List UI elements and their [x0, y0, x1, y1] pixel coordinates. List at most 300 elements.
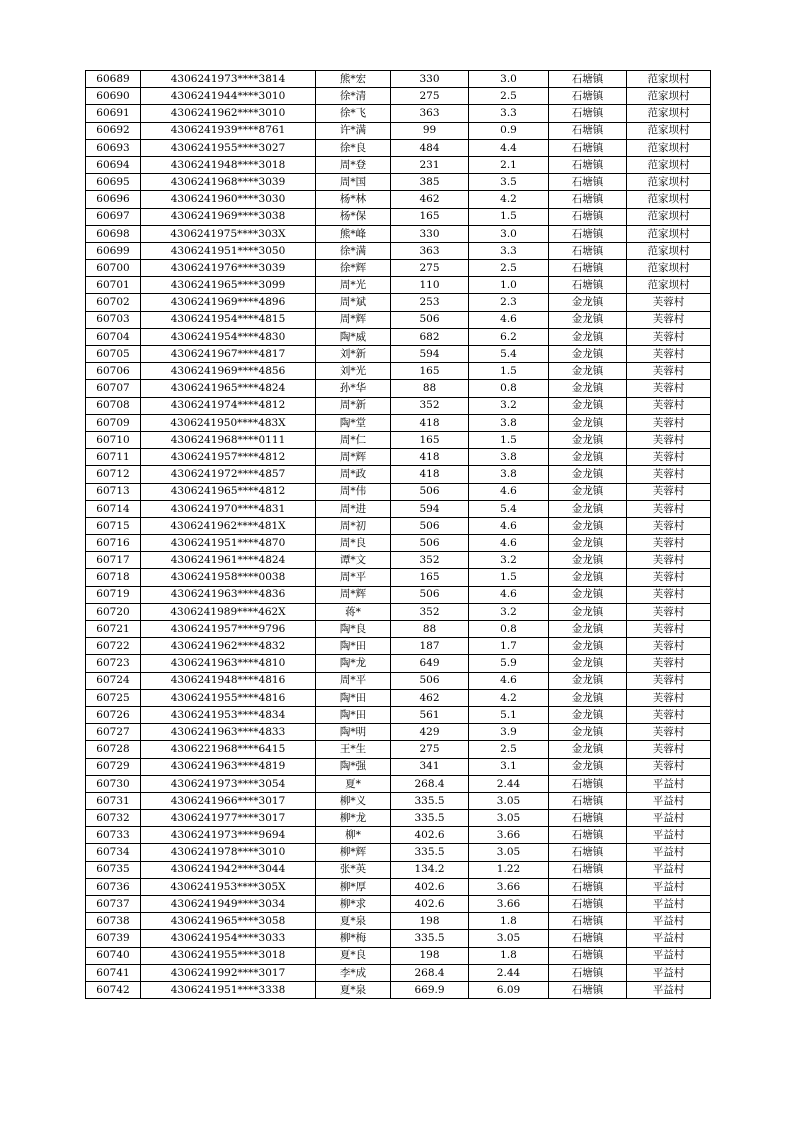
cell-amount: 330: [391, 225, 469, 242]
cell-sequence-number: 60718: [86, 569, 141, 586]
cell-area: 2.5: [469, 741, 549, 758]
cell-masked-id-number: 4306241968****3039: [141, 174, 316, 191]
cell-person-name: 周*平: [316, 672, 391, 689]
cell-person-name: 陶*田: [316, 706, 391, 723]
cell-town: 石塘镇: [549, 896, 627, 913]
cell-village: 芙蓉村: [627, 397, 711, 414]
cell-area: 2.3: [469, 294, 549, 311]
cell-sequence-number: 60713: [86, 483, 141, 500]
cell-sequence-number: 60702: [86, 294, 141, 311]
cell-masked-id-number: 4306241950****483X: [141, 414, 316, 431]
cell-area: 5.4: [469, 500, 549, 517]
cell-amount: 134.2: [391, 861, 469, 878]
cell-town: 金龙镇: [549, 449, 627, 466]
cell-area: 3.66: [469, 896, 549, 913]
cell-masked-id-number: 4306241948****3018: [141, 156, 316, 173]
cell-amount: 352: [391, 603, 469, 620]
cell-masked-id-number: 4306241961****4824: [141, 552, 316, 569]
cell-amount: 363: [391, 242, 469, 259]
cell-amount: 506: [391, 672, 469, 689]
cell-area: 1.8: [469, 913, 549, 930]
cell-area: 4.2: [469, 689, 549, 706]
cell-sequence-number: 60714: [86, 500, 141, 517]
table-row: [86, 810, 711, 827]
cell-masked-id-number: 4306241942****3044: [141, 861, 316, 878]
cell-sequence-number: 60695: [86, 174, 141, 191]
cell-town: 金龙镇: [549, 483, 627, 500]
cell-sequence-number: 60694: [86, 156, 141, 173]
cell-area: 3.2: [469, 603, 549, 620]
cell-person-name: 杨*林: [316, 191, 391, 208]
cell-masked-id-number: 4306241948****4816: [141, 672, 316, 689]
cell-town: 金龙镇: [549, 431, 627, 448]
cell-person-name: 周*光: [316, 277, 391, 294]
cell-sequence-number: 60734: [86, 844, 141, 861]
cell-village: 平益村: [627, 981, 711, 998]
cell-masked-id-number: 4306241939****8761: [141, 122, 316, 139]
cell-sequence-number: 60690: [86, 88, 141, 105]
cell-town: 石塘镇: [549, 878, 627, 895]
cell-village: 芙蓉村: [627, 621, 711, 638]
cell-masked-id-number: 4306241966****3017: [141, 792, 316, 809]
cell-person-name: 周*良: [316, 535, 391, 552]
cell-amount: 506: [391, 483, 469, 500]
cell-person-name: 周*伟: [316, 483, 391, 500]
cell-amount: 198: [391, 913, 469, 930]
cell-person-name: 周*平: [316, 569, 391, 586]
cell-amount: 268.4: [391, 964, 469, 981]
table-row: [86, 294, 711, 311]
cell-amount: 99: [391, 122, 469, 139]
cell-town: 石塘镇: [549, 105, 627, 122]
cell-masked-id-number: 4306241960****3030: [141, 191, 316, 208]
table-row: [86, 174, 711, 191]
table-row: [86, 328, 711, 345]
table-row: [86, 655, 711, 672]
table-row: [86, 260, 711, 277]
table-row: [86, 191, 711, 208]
cell-sequence-number: 60700: [86, 260, 141, 277]
cell-sequence-number: 60708: [86, 397, 141, 414]
cell-village: 芙蓉村: [627, 672, 711, 689]
cell-village: 范家坝村: [627, 208, 711, 225]
cell-area: 3.2: [469, 552, 549, 569]
cell-person-name: 周*新: [316, 397, 391, 414]
cell-masked-id-number: 4306241975****303X: [141, 225, 316, 242]
cell-town: 金龙镇: [549, 380, 627, 397]
table-row: [86, 380, 711, 397]
cell-masked-id-number: 4306241978****3010: [141, 844, 316, 861]
cell-town: 金龙镇: [549, 689, 627, 706]
cell-sequence-number: 60703: [86, 311, 141, 328]
cell-village: 芙蓉村: [627, 758, 711, 775]
cell-village: 芙蓉村: [627, 328, 711, 345]
cell-masked-id-number: 4306241965****3099: [141, 277, 316, 294]
cell-area: 3.8: [469, 449, 549, 466]
cell-person-name: 陶*威: [316, 328, 391, 345]
cell-village: 芙蓉村: [627, 414, 711, 431]
cell-sequence-number: 60724: [86, 672, 141, 689]
cell-masked-id-number: 4306241962****4832: [141, 638, 316, 655]
cell-village: 平益村: [627, 947, 711, 964]
cell-area: 4.2: [469, 191, 549, 208]
cell-sequence-number: 60712: [86, 466, 141, 483]
cell-masked-id-number: 4306241965****4824: [141, 380, 316, 397]
cell-area: 1.8: [469, 947, 549, 964]
cell-town: 石塘镇: [549, 174, 627, 191]
cell-town: 石塘镇: [549, 810, 627, 827]
cell-person-name: 徐*清: [316, 88, 391, 105]
cell-person-name: 柳*龙: [316, 810, 391, 827]
cell-area: 2.5: [469, 260, 549, 277]
cell-village: 范家坝村: [627, 225, 711, 242]
cell-village: 范家坝村: [627, 122, 711, 139]
table-row: [86, 414, 711, 431]
cell-area: 5.1: [469, 706, 549, 723]
table-row: [86, 311, 711, 328]
cell-village: 芙蓉村: [627, 638, 711, 655]
cell-sequence-number: 60693: [86, 139, 141, 156]
cell-sequence-number: 60738: [86, 913, 141, 930]
cell-masked-id-number: 4306241944****3010: [141, 88, 316, 105]
cell-person-name: 周*进: [316, 500, 391, 517]
cell-person-name: 柳*厚: [316, 878, 391, 895]
cell-area: 4.6: [469, 586, 549, 603]
cell-masked-id-number: 4306241953****305X: [141, 878, 316, 895]
cell-amount: 669.9: [391, 981, 469, 998]
cell-masked-id-number: 4306241969****4856: [141, 363, 316, 380]
cell-sequence-number: 60742: [86, 981, 141, 998]
cell-masked-id-number: 4306241949****3034: [141, 896, 316, 913]
cell-person-name: 周*辉: [316, 311, 391, 328]
cell-area: 1.7: [469, 638, 549, 655]
cell-amount: 335.5: [391, 844, 469, 861]
cell-sequence-number: 60707: [86, 380, 141, 397]
cell-town: 石塘镇: [549, 191, 627, 208]
cell-masked-id-number: 4306241951****3338: [141, 981, 316, 998]
cell-masked-id-number: 4306241953****4834: [141, 706, 316, 723]
cell-village: 芙蓉村: [627, 689, 711, 706]
table-row: [86, 122, 711, 139]
cell-amount: 275: [391, 741, 469, 758]
cell-area: 2.5: [469, 88, 549, 105]
cell-village: 范家坝村: [627, 71, 711, 88]
cell-town: 石塘镇: [549, 827, 627, 844]
cell-amount: 335.5: [391, 810, 469, 827]
cell-masked-id-number: 4306241954****4815: [141, 311, 316, 328]
cell-amount: 506: [391, 535, 469, 552]
table-row: [86, 156, 711, 173]
cell-masked-id-number: 4306241955****3018: [141, 947, 316, 964]
cell-masked-id-number: 4306241951****3050: [141, 242, 316, 259]
cell-sequence-number: 60730: [86, 775, 141, 792]
cell-amount: 231: [391, 156, 469, 173]
cell-person-name: 柳*义: [316, 792, 391, 809]
cell-town: 金龙镇: [549, 294, 627, 311]
cell-village: 芙蓉村: [627, 517, 711, 534]
cell-village: 平益村: [627, 861, 711, 878]
cell-person-name: 陶*田: [316, 638, 391, 655]
cell-village: 芙蓉村: [627, 741, 711, 758]
table-row: [86, 930, 711, 947]
cell-person-name: 蒋*: [316, 603, 391, 620]
cell-area: 0.8: [469, 621, 549, 638]
table-row: [86, 896, 711, 913]
cell-amount: 682: [391, 328, 469, 345]
cell-masked-id-number: 4306241973****9694: [141, 827, 316, 844]
cell-amount: 506: [391, 517, 469, 534]
cell-masked-id-number: 4306241965****3058: [141, 913, 316, 930]
cell-area: 1.0: [469, 277, 549, 294]
cell-person-name: 陶*明: [316, 724, 391, 741]
cell-masked-id-number: 4306241992****3017: [141, 964, 316, 981]
table-row: [86, 535, 711, 552]
cell-town: 金龙镇: [549, 758, 627, 775]
cell-amount: 429: [391, 724, 469, 741]
cell-masked-id-number: 4306241969****4896: [141, 294, 316, 311]
table-row: [86, 792, 711, 809]
cell-area: 3.8: [469, 414, 549, 431]
cell-village: 范家坝村: [627, 277, 711, 294]
cell-village: 平益村: [627, 827, 711, 844]
cell-sequence-number: 60709: [86, 414, 141, 431]
cell-town: 金龙镇: [549, 655, 627, 672]
cell-village: 芙蓉村: [627, 655, 711, 672]
cell-town: 金龙镇: [549, 638, 627, 655]
table-row: [86, 466, 711, 483]
cell-town: 石塘镇: [549, 913, 627, 930]
cell-village: 芙蓉村: [627, 586, 711, 603]
cell-person-name: 徐*飞: [316, 105, 391, 122]
cell-village: 芙蓉村: [627, 483, 711, 500]
cell-village: 范家坝村: [627, 174, 711, 191]
cell-masked-id-number: 4306241963****4836: [141, 586, 316, 603]
cell-area: 4.6: [469, 311, 549, 328]
cell-town: 金龙镇: [549, 500, 627, 517]
cell-amount: 165: [391, 569, 469, 586]
cell-town: 石塘镇: [549, 981, 627, 998]
cell-town: 石塘镇: [549, 792, 627, 809]
cell-person-name: 柳*辉: [316, 844, 391, 861]
cell-amount: 165: [391, 208, 469, 225]
cell-sequence-number: 60726: [86, 706, 141, 723]
cell-masked-id-number: 4306241976****3039: [141, 260, 316, 277]
cell-masked-id-number: 4306241957****4812: [141, 449, 316, 466]
table-row: [86, 242, 711, 259]
cell-town: 金龙镇: [549, 397, 627, 414]
cell-person-name: 熊*宏: [316, 71, 391, 88]
table-row: [86, 88, 711, 105]
cell-amount: 165: [391, 363, 469, 380]
cell-person-name: 陶*强: [316, 758, 391, 775]
cell-sequence-number: 60733: [86, 827, 141, 844]
cell-amount: 335.5: [391, 792, 469, 809]
cell-amount: 110: [391, 277, 469, 294]
cell-amount: 462: [391, 689, 469, 706]
cell-area: 1.22: [469, 861, 549, 878]
cell-sequence-number: 60737: [86, 896, 141, 913]
cell-area: 0.9: [469, 122, 549, 139]
cell-amount: 484: [391, 139, 469, 156]
cell-area: 4.6: [469, 483, 549, 500]
cell-sequence-number: 60741: [86, 964, 141, 981]
cell-village: 范家坝村: [627, 260, 711, 277]
cell-person-name: 夏*泉: [316, 981, 391, 998]
cell-village: 范家坝村: [627, 139, 711, 156]
cell-person-name: 徐*良: [316, 139, 391, 156]
cell-area: 3.3: [469, 105, 549, 122]
cell-area: 5.4: [469, 346, 549, 363]
cell-amount: 198: [391, 947, 469, 964]
table-row: [86, 878, 711, 895]
cell-town: 石塘镇: [549, 964, 627, 981]
cell-village: 芙蓉村: [627, 363, 711, 380]
cell-person-name: 周*辉: [316, 449, 391, 466]
cell-village: 平益村: [627, 913, 711, 930]
cell-sequence-number: 60725: [86, 689, 141, 706]
cell-village: 平益村: [627, 896, 711, 913]
cell-masked-id-number: 4306241969****3038: [141, 208, 316, 225]
table-row: [86, 363, 711, 380]
cell-masked-id-number: 4306241954****3033: [141, 930, 316, 947]
table-row: [86, 552, 711, 569]
cell-area: 3.5: [469, 174, 549, 191]
cell-person-name: 柳*: [316, 827, 391, 844]
cell-amount: 335.5: [391, 930, 469, 947]
cell-area: 3.66: [469, 878, 549, 895]
table-row: [86, 71, 711, 88]
cell-masked-id-number: 4306241973****3054: [141, 775, 316, 792]
cell-town: 石塘镇: [549, 156, 627, 173]
cell-masked-id-number: 4306241963****4819: [141, 758, 316, 775]
cell-town: 石塘镇: [549, 775, 627, 792]
cell-masked-id-number: 4306241951****4870: [141, 535, 316, 552]
cell-amount: 363: [391, 105, 469, 122]
cell-village: 范家坝村: [627, 242, 711, 259]
cell-person-name: 陶*堂: [316, 414, 391, 431]
cell-area: 6.2: [469, 328, 549, 345]
cell-town: 金龙镇: [549, 414, 627, 431]
cell-town: 石塘镇: [549, 139, 627, 156]
table-row: [86, 981, 711, 998]
cell-sequence-number: 60736: [86, 878, 141, 895]
cell-area: 4.4: [469, 139, 549, 156]
cell-masked-id-number: 4306241970****4831: [141, 500, 316, 517]
cell-person-name: 张*英: [316, 861, 391, 878]
cell-amount: 88: [391, 621, 469, 638]
cell-area: 3.0: [469, 225, 549, 242]
table-row: [86, 569, 711, 586]
cell-area: 3.05: [469, 844, 549, 861]
cell-person-name: 夏*: [316, 775, 391, 792]
cell-area: 3.05: [469, 792, 549, 809]
cell-town: 金龙镇: [549, 741, 627, 758]
cell-town: 金龙镇: [549, 621, 627, 638]
cell-sequence-number: 60697: [86, 208, 141, 225]
cell-area: 3.8: [469, 466, 549, 483]
cell-sequence-number: 60692: [86, 122, 141, 139]
cell-village: 范家坝村: [627, 105, 711, 122]
cell-amount: 402.6: [391, 896, 469, 913]
cell-amount: 352: [391, 552, 469, 569]
cell-sequence-number: 60720: [86, 603, 141, 620]
table-row: [86, 397, 711, 414]
cell-masked-id-number: 4306241963****4810: [141, 655, 316, 672]
cell-sequence-number: 60716: [86, 535, 141, 552]
cell-town: 金龙镇: [549, 517, 627, 534]
table-row: [86, 913, 711, 930]
cell-amount: 352: [391, 397, 469, 414]
cell-area: 3.05: [469, 930, 549, 947]
cell-person-name: 夏*泉: [316, 913, 391, 930]
table-row: [86, 861, 711, 878]
cell-person-name: 周*政: [316, 466, 391, 483]
cell-sequence-number: 60728: [86, 741, 141, 758]
cell-amount: 253: [391, 294, 469, 311]
cell-amount: 561: [391, 706, 469, 723]
cell-village: 芙蓉村: [627, 311, 711, 328]
subsidy-table: [85, 70, 711, 999]
table-row: [86, 277, 711, 294]
cell-masked-id-number: 4306241955****3027: [141, 139, 316, 156]
cell-person-name: 柳*求: [316, 896, 391, 913]
cell-village: 范家坝村: [627, 88, 711, 105]
cell-person-name: 许*满: [316, 122, 391, 139]
cell-town: 金龙镇: [549, 706, 627, 723]
cell-town: 石塘镇: [549, 88, 627, 105]
cell-area: 3.1: [469, 758, 549, 775]
cell-masked-id-number: 4306221968****6415: [141, 741, 316, 758]
cell-village: 范家坝村: [627, 191, 711, 208]
cell-town: 石塘镇: [549, 71, 627, 88]
cell-sequence-number: 60723: [86, 655, 141, 672]
table-row: [86, 741, 711, 758]
table-row: [86, 449, 711, 466]
table-row: [86, 947, 711, 964]
cell-area: 5.9: [469, 655, 549, 672]
cell-amount: 506: [391, 311, 469, 328]
cell-area: 2.1: [469, 156, 549, 173]
cell-town: 金龙镇: [549, 328, 627, 345]
table-row: [86, 431, 711, 448]
cell-town: 石塘镇: [549, 861, 627, 878]
cell-village: 芙蓉村: [627, 535, 711, 552]
cell-area: 0.8: [469, 380, 549, 397]
cell-village: 芙蓉村: [627, 500, 711, 517]
cell-sequence-number: 60739: [86, 930, 141, 947]
table-row: [86, 517, 711, 534]
cell-masked-id-number: 4306241963****4833: [141, 724, 316, 741]
cell-masked-id-number: 4306241957****9796: [141, 621, 316, 638]
cell-sequence-number: 60731: [86, 792, 141, 809]
cell-village: 芙蓉村: [627, 346, 711, 363]
table-row: [86, 964, 711, 981]
cell-amount: 341: [391, 758, 469, 775]
cell-area: 3.9: [469, 724, 549, 741]
cell-town: 金龙镇: [549, 672, 627, 689]
cell-village: 芙蓉村: [627, 724, 711, 741]
cell-area: 3.3: [469, 242, 549, 259]
cell-person-name: 陶*良: [316, 621, 391, 638]
cell-amount: 594: [391, 500, 469, 517]
cell-person-name: 谭*文: [316, 552, 391, 569]
table-row: [86, 638, 711, 655]
table-row: [86, 672, 711, 689]
cell-town: 金龙镇: [549, 552, 627, 569]
table-row: [86, 775, 711, 792]
cell-town: 金龙镇: [549, 535, 627, 552]
cell-amount: 402.6: [391, 878, 469, 895]
